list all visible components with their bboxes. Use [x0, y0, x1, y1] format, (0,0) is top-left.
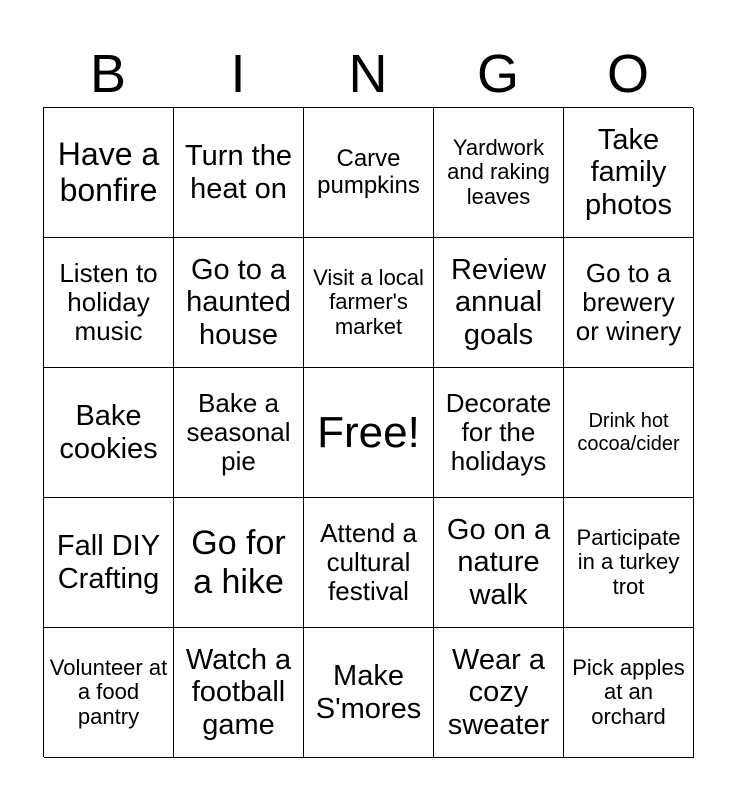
cell-text: Drink hot cocoa/cider	[577, 410, 680, 455]
cell-text: Volunteer at a food pantry	[49, 654, 168, 729]
bingo-cell[interactable]	[44, 108, 174, 238]
cell-text: Go to a brewery or winery	[575, 257, 682, 347]
bingo-cell[interactable]	[434, 108, 564, 238]
bingo-cell[interactable]	[44, 368, 174, 498]
bingo-cell[interactable]	[304, 628, 434, 758]
cell-text: Review annual goals	[450, 253, 547, 351]
bingo-cell[interactable]	[564, 238, 694, 368]
cell-text: Go for a hike	[191, 524, 286, 601]
cell-text: Have a bonfire	[57, 135, 160, 208]
cell-text: Fall DIY Crafting	[56, 530, 161, 595]
bingo-cell[interactable]	[44, 498, 174, 628]
cell-text: Make S'mores	[315, 660, 422, 725]
bingo-cell[interactable]	[434, 238, 564, 368]
bingo-cell[interactable]	[434, 628, 564, 758]
bingo-cell[interactable]	[304, 238, 434, 368]
cell-text: Participate in a turkey trot	[576, 524, 681, 599]
header-letter-i: I	[230, 44, 246, 104]
bingo-cell[interactable]	[174, 368, 304, 498]
bingo-cell[interactable]	[174, 238, 304, 368]
bingo-cell[interactable]	[434, 368, 564, 498]
bingo-cell[interactable]	[44, 238, 174, 368]
cell-text: Go to a haunted house	[186, 253, 291, 351]
bingo-cell[interactable]	[174, 628, 304, 758]
bingo-cell[interactable]	[564, 498, 694, 628]
bingo-cell[interactable]	[304, 108, 434, 238]
cell-text: Bake cookies	[59, 400, 158, 465]
cell-text: Visit a local farmer's market	[313, 264, 424, 339]
bingo-cell[interactable]	[564, 628, 694, 758]
header-letter-g: G	[476, 44, 519, 104]
bingo-cell[interactable]	[564, 108, 694, 238]
bingo-cell[interactable]	[44, 628, 174, 758]
bingo-cell[interactable]	[564, 368, 694, 498]
cell-text: Pick apples at an orchard	[572, 654, 685, 729]
bingo-cell[interactable]	[434, 498, 564, 628]
bingo-board	[43, 107, 693, 757]
bingo-cell[interactable]	[304, 498, 434, 628]
bingo-cell[interactable]	[174, 498, 304, 628]
header-letter-n: N	[348, 44, 388, 104]
cell-text: Decorate for the holidays	[445, 387, 552, 477]
cell-text: Yardwork and raking leaves	[447, 134, 550, 209]
cell-text: Attend a cultural festival	[320, 517, 417, 607]
free-cell[interactable]	[304, 368, 434, 498]
cell-text: Wear a cozy sweater	[447, 643, 550, 741]
cell-text: Listen to holiday music	[59, 257, 158, 347]
cell-text: Watch a football game	[185, 643, 292, 741]
header-letter-o: O	[606, 44, 649, 104]
cell-text: Carve pumpkins	[317, 144, 420, 199]
cell-text: Go on a nature walk	[446, 513, 551, 611]
free-space-text: Free!	[317, 407, 420, 457]
cell-text: Take family photos	[584, 123, 673, 221]
bingo-cell[interactable]	[174, 108, 304, 238]
cell-text: Bake a seasonal pie	[186, 387, 291, 477]
header-letter-b: B	[89, 44, 127, 104]
bingo-header	[43, 42, 693, 106]
cell-text: Turn the heat on	[185, 140, 292, 205]
